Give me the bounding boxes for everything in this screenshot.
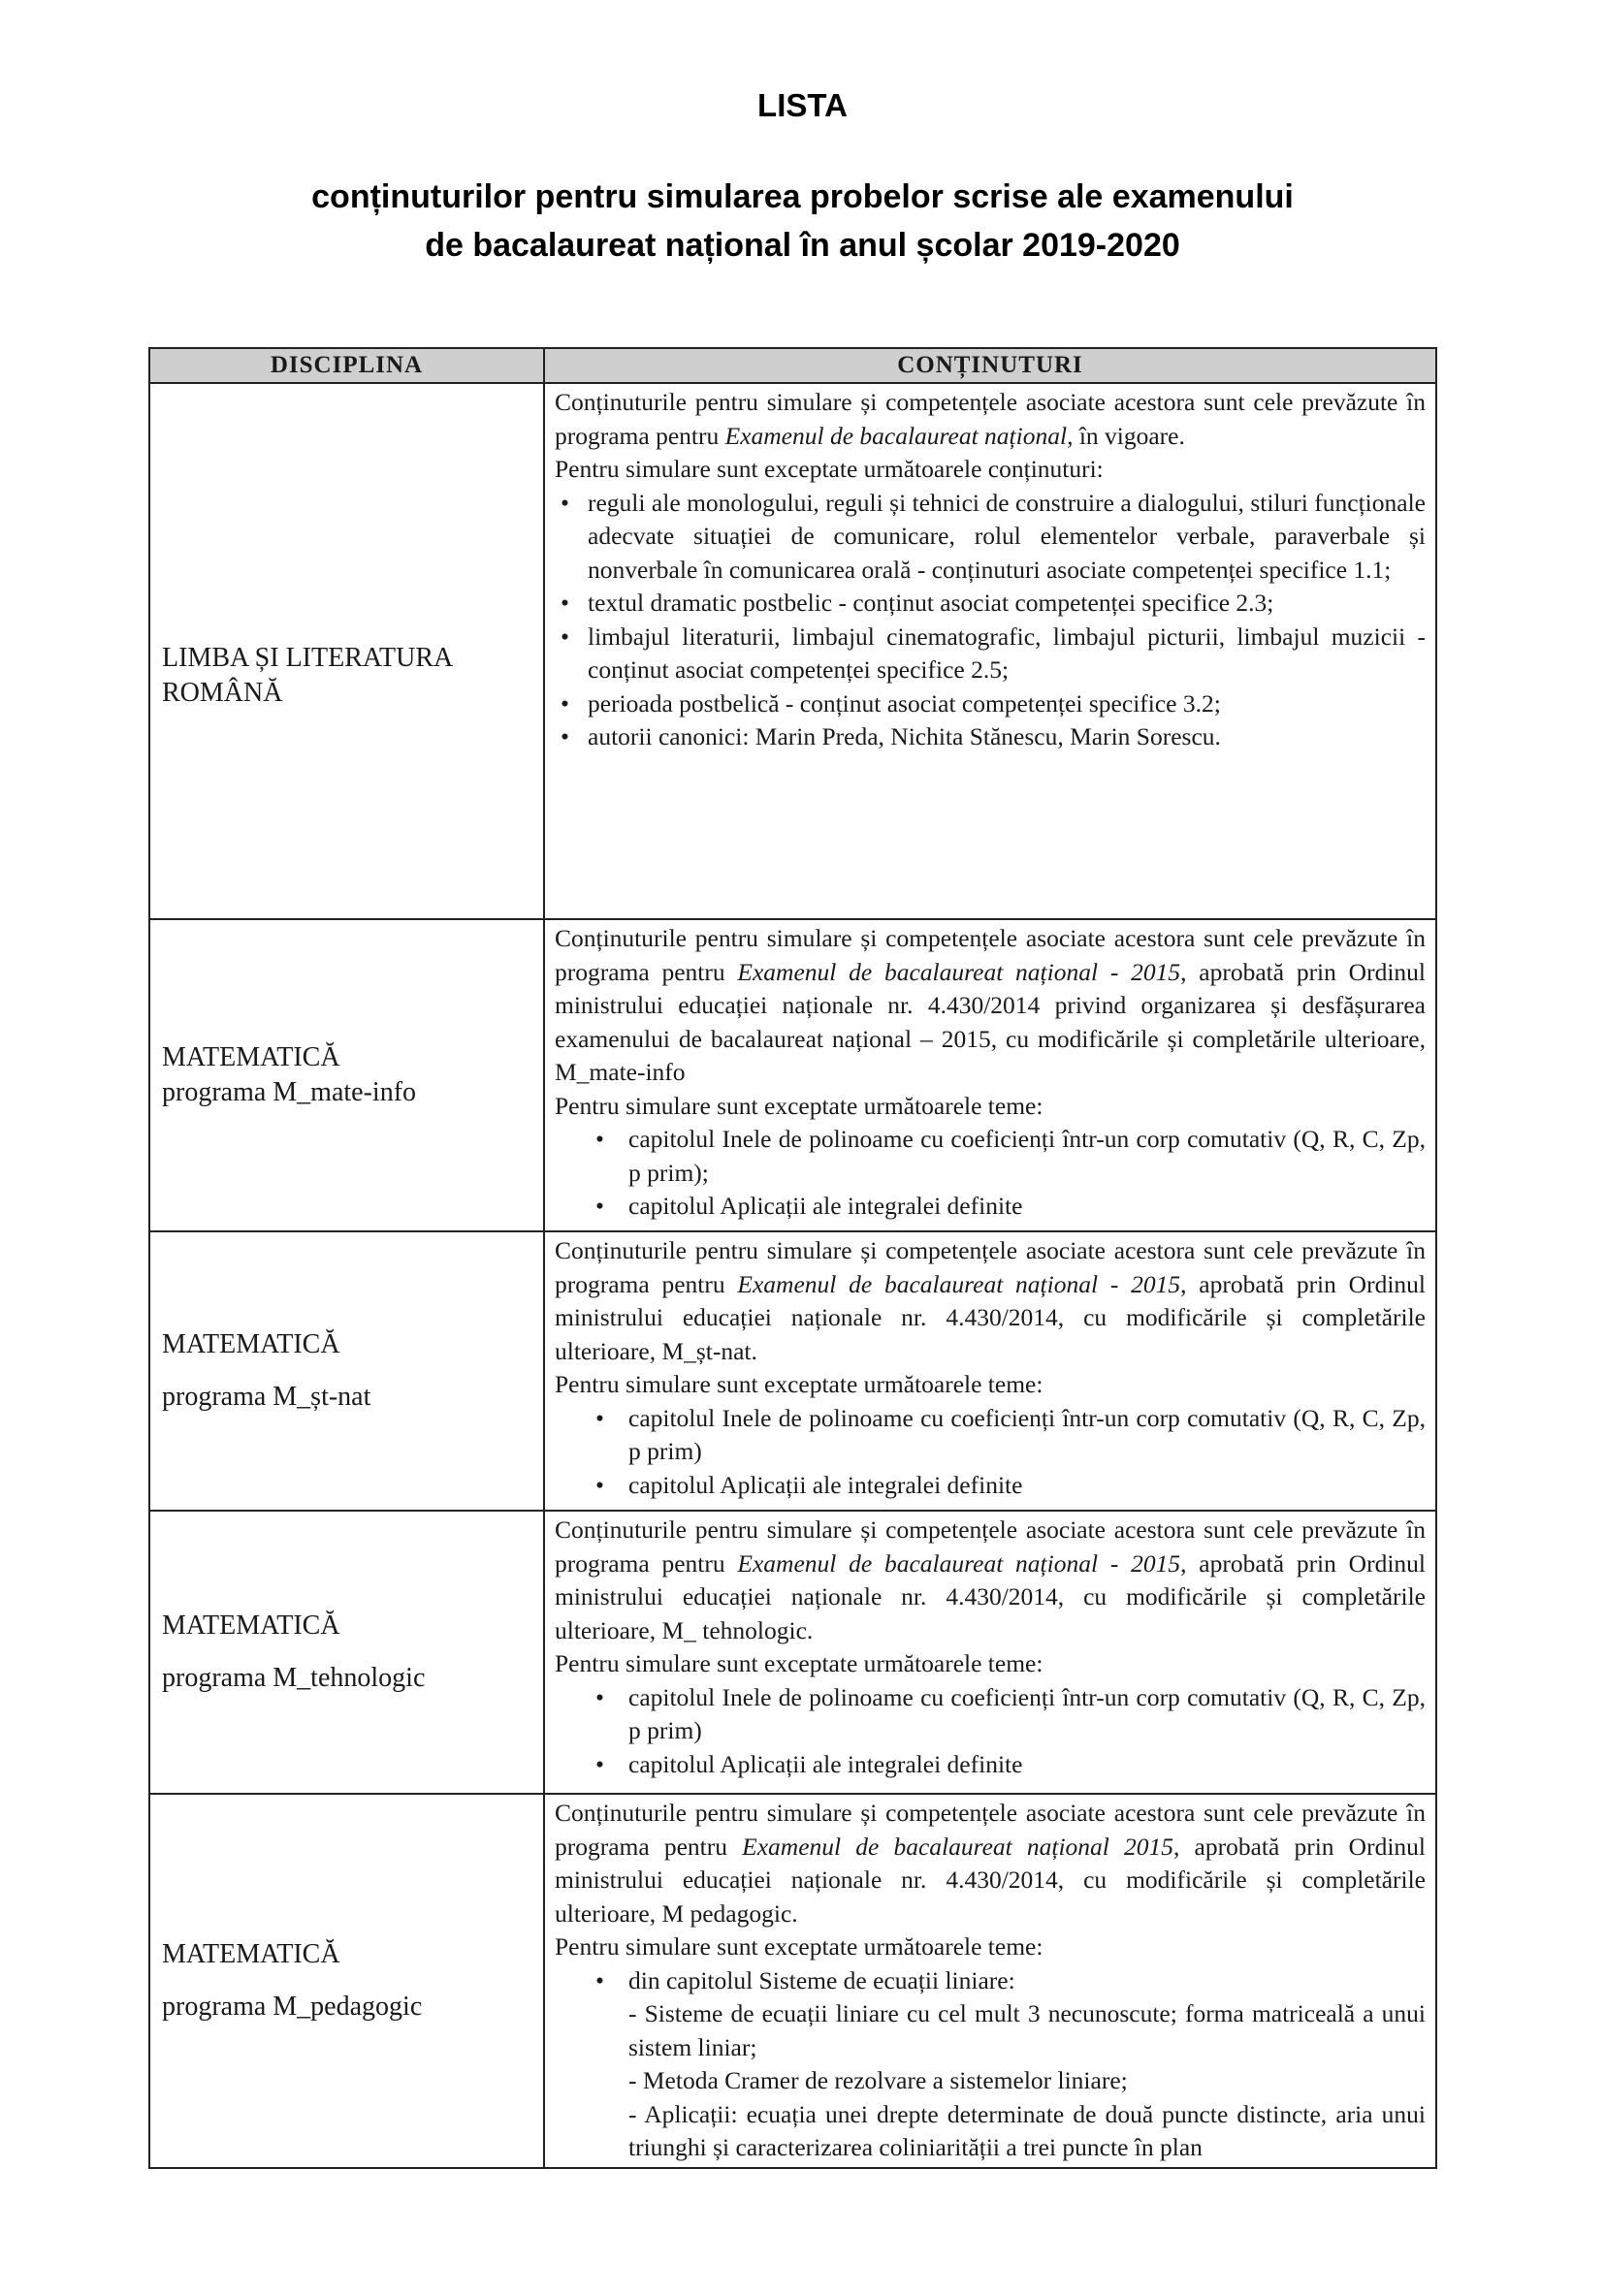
discipline-name: MATEMATICĂ: [162, 1610, 340, 1641]
discipline-cell: [149, 919, 544, 1231]
list-item: • autorii canonici: Marin Preda, Nichita Stănescu, Marin Sorescu.: [555, 720, 1426, 754]
exam-name: Examenul de bacalaureat național - 2015: [737, 1548, 1181, 1578]
intro-text-end: , aprobată prin Ordinul ministrului educației naționale nr. 4.430/2014, cu modificările și completările ulterioare, M pedagogic.: [555, 1832, 1426, 1928]
list-item: • din capitolul Sisteme de ecuații liniare:: [555, 1964, 1426, 1998]
discipline-cell: [149, 1231, 544, 1511]
subtitle-line-1: conținuturilor pentru simularea probelor scrise ale examenului: [311, 178, 1294, 215]
intro-text: Conținuturile pentru simulare și competențele asociate acestora sunt cele prevăzute în programa pentru: [555, 1799, 1426, 1861]
document-subtitle: [0, 173, 1605, 270]
exceptions-lead: Pentru simulare sunt exceptate următoarele teme:: [555, 1649, 1043, 1677]
exam-name: Examenul de bacalaureat național 2015: [742, 1832, 1174, 1861]
discipline-cell: [149, 383, 544, 919]
document-title: LISTA: [757, 87, 848, 123]
sub-item: - Aplicații: ecuația unei drepte determinate de două puncte distincte, aria unui triunghi și caracterizarea coliniarității a trei puncte în plan: [628, 2099, 1426, 2161]
content-cell: [544, 919, 1436, 1231]
intro-text: Conținuturile pentru simulare și competențele asociate acestora sunt cele prevăzute în programa pentru: [555, 388, 1426, 450]
list-item: • capitolul Inele de polinoame cu coeficienți într-un corp comutativ (Q, R, C, Zp, p prim): [555, 1402, 1426, 1469]
discipline-name: MATEMATICĂ: [162, 1042, 340, 1072]
program-name: programa M_pedagogic: [162, 1991, 423, 2022]
intro-text-end: , aprobată prin Ordinul ministrului educației naționale nr. 4.430/2014, cu modificările și completările ulterioare, M_ tehnologic.: [555, 1548, 1426, 1644]
sub-item: - Sisteme de ecuații liniare cu cel mult 3 necunoscute; forma matriceală a unui sistem liniar;: [628, 1999, 1426, 2061]
subtitle-line-2: de bacalaureat național în anul școlar 2019-2020: [425, 227, 1180, 264]
exceptions-list: [555, 1402, 1426, 1503]
exceptions-list: [555, 1123, 1426, 1224]
content-cell: [544, 383, 1436, 919]
intro-paragraph: [555, 922, 1426, 1090]
list-item: • capitolul Aplicații ale integralei definite: [555, 1748, 1426, 1782]
table-header-row: [149, 348, 1436, 383]
list-item: • reguli ale monologului, reguli și tehnici de construire a dialogului, stiluri funcționale adecvate situației de comunicare, rolul elementelor verbale, paraverbale și nonverbale în comunicarea orală - conținuturi asociate competenței specifice 1.1;: [555, 487, 1426, 588]
table-row: [149, 919, 1436, 1231]
list-item: • perioada postbelică - conținut asociat competenței specifice 3.2;: [555, 687, 1426, 721]
exam-name: Examenul de bacalaureat național: [724, 421, 1068, 450]
program-name: programa M_mate-info: [162, 1077, 417, 1107]
exceptions-lead: Pentru simulare sunt exceptate următoarele teme:: [555, 1932, 1043, 1961]
intro-paragraph: [555, 1234, 1426, 1368]
list-item: • capitolul Inele de polinoame cu coeficienți într-un corp comutativ (Q, R, C, Zp, p prim);: [555, 1123, 1426, 1190]
discipline-name: MATEMATICĂ: [162, 1329, 340, 1359]
intro-text-end: , aprobată prin Ordinul ministrului educației naționale nr. 4.430/2014, cu modificările și completările ulterioare, M_șt-nat.: [555, 1269, 1426, 1365]
intro-text-end: , în vigoare.: [1067, 421, 1185, 450]
table-row: [149, 1794, 1436, 2168]
list-item: • capitolul Inele de polinoame cu coeficienți într-un corp comutativ (Q, R, C, Zp, p prim): [555, 1681, 1426, 1748]
intro-text: Conținuturile pentru simulare și competențele asociate acestora sunt cele prevăzute în programa pentru: [555, 924, 1426, 986]
sub-item: - Metoda Cramer de rezolvare a sistemelor liniare;: [628, 2066, 1128, 2094]
header-continuturi: CONȚINUTURI: [544, 348, 1436, 383]
content-cell: [544, 1231, 1436, 1511]
discipline-name: LIMBA ȘI LITERATURA: [162, 642, 454, 673]
list-item: • textul dramatic postbelic - conținut asociat competenței specifice 2.3;: [555, 587, 1426, 621]
table-row: [149, 1511, 1436, 1794]
header-disciplina: DISCIPLINA: [149, 348, 544, 383]
list-item: • limbajul literaturii, limbajul cinematografic, limbajul picturii, limbajul muzicii - conținut asociat competenței specifice 2.5;: [555, 621, 1426, 687]
content-cell: [544, 1794, 1436, 2168]
exceptions-list: [555, 1964, 1426, 1998]
program-name: programa M_tehnologic: [162, 1663, 426, 1693]
discipline-name-cont: ROMÂNĂ: [162, 677, 283, 708]
intro-text: Conținuturile pentru simulare și competențele asociate acestora sunt cele prevăzute în programa pentru: [555, 1515, 1426, 1578]
program-name: programa M_șt-nat: [162, 1382, 371, 1412]
intro-paragraph: [555, 1797, 1426, 1930]
discipline-name: MATEMATICĂ: [162, 1938, 340, 1969]
exceptions-lead: Pentru simulare sunt exceptate următoarele conținuturi:: [555, 455, 1104, 483]
discipline-cell: [149, 1511, 544, 1794]
discipline-cell: [149, 1794, 544, 2168]
intro-paragraph: [555, 386, 1426, 453]
content-table: [148, 347, 1437, 2169]
list-item: • capitolul Aplicații ale integralei definite: [555, 1469, 1426, 1503]
exceptions-lead: Pentru simulare sunt exceptate următoarele teme:: [555, 1370, 1043, 1398]
exceptions-lead: Pentru simulare sunt exceptate următoarele teme:: [555, 1091, 1043, 1120]
content-cell: [544, 1511, 1436, 1794]
table-row: [149, 1231, 1436, 1511]
intro-text-end: , aprobată prin Ordinul ministrului educației naționale nr. 4.430/2014 privind organizarea și desfășurarea examenului de bacalaureat național – 2015, cu modificările și completările ulterioare, M_mate-info: [555, 957, 1426, 1086]
exam-name: Examenul de bacalaureat național - 2015: [737, 1269, 1181, 1298]
table-row: [149, 383, 1436, 919]
intro-paragraph: [555, 1514, 1426, 1647]
exam-name: Examenul de bacalaureat național - 2015: [737, 957, 1181, 986]
intro-text: Conținuturile pentru simulare și competențele asociate acestora sunt cele prevăzute în programa pentru: [555, 1236, 1426, 1298]
exceptions-list: [555, 1681, 1426, 1782]
list-item: • capitolul Aplicații ale integralei definite: [555, 1190, 1426, 1224]
exceptions-list: [555, 487, 1426, 754]
